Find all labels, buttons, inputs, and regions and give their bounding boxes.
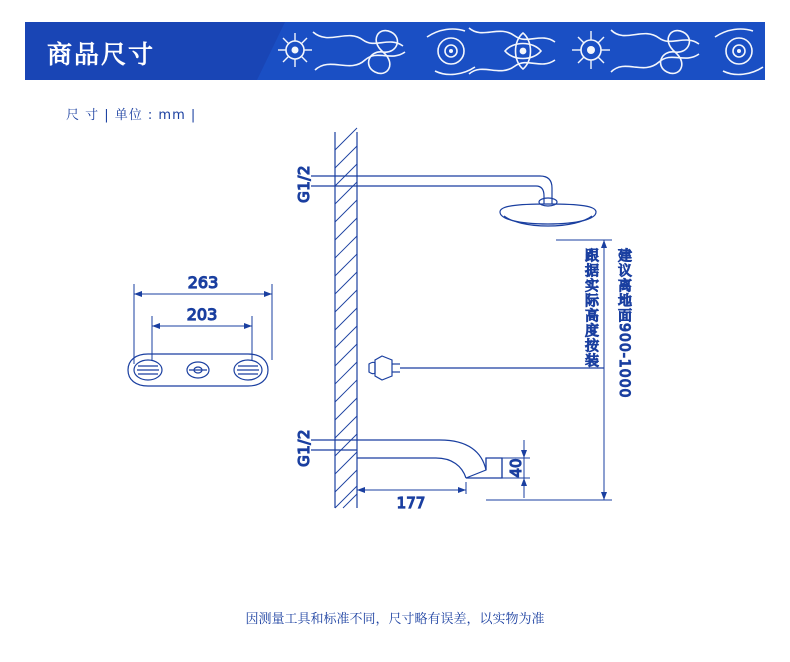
label-width-inner: 203 [186,305,218,324]
diverter-handle [369,356,400,380]
label-inlet-bottom: G1/2 [295,429,313,467]
label-width-outer: 263 [187,273,219,292]
mixer-base-top-view [128,354,268,386]
label-install-note-2: 建议离地面900-1000 [616,248,632,399]
spout [357,440,502,478]
page-title: 商品尺寸 [47,40,156,69]
header-floral-pattern [255,22,765,80]
dimension-spout-length [357,472,466,494]
dimension-width-outer [134,284,272,364]
unit-caption: 尺 寸 | 单位 : mm | [66,108,197,123]
section-header [25,22,765,80]
top-inlet [311,176,357,186]
label-spout-length: 177 [396,494,426,512]
wall-section [335,128,357,508]
footer-note: 因测量工具和标准不同，尺寸略有误差，以实物为准 [245,612,545,627]
shower-arm-and-head [357,176,596,226]
dimension-drawing-svg [0,120,790,590]
label-install-note-1: 跟据实际高度按装 [583,248,599,368]
dimension-drawing [0,120,790,590]
label-spout-height: 40 [507,458,525,478]
label-inlet-top: G1/2 [295,165,313,203]
